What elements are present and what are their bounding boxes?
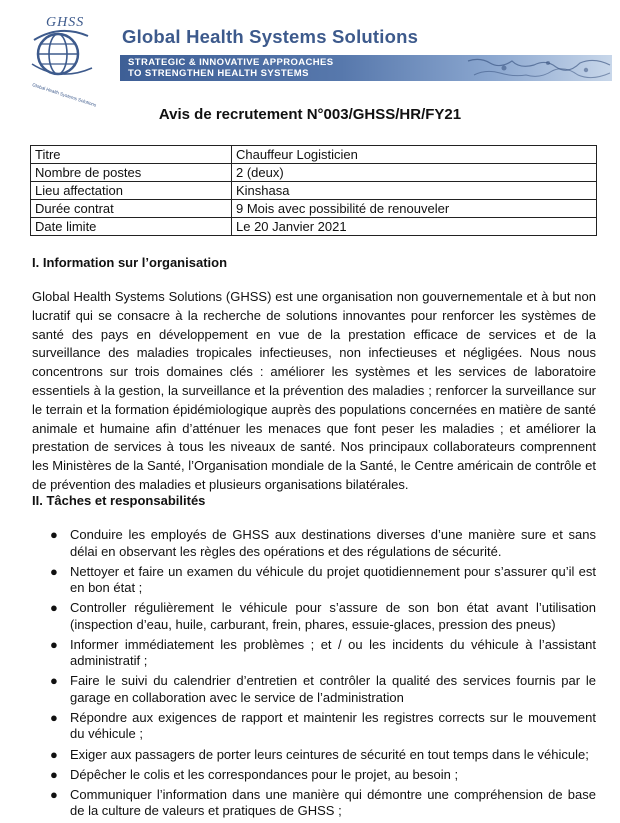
organisation-paragraph: Global Health Systems Solutions (GHSS) est une organisation non gouvernementale et à but non lucratif qui se consacre à la recherche de solutions innovantes pour renforcer les systèmes de santé des pays en développement en vue de la prestation efficace de services et de la surveillance des maladies tropicales infectieuses, non infectieuses et négligées. Nous nous concentrons sur trois domaines clés : améliorer les systèmes et les services de laboratoire essentiels à la gestion, la surveillance et la prévention des maladies ; renforcer la surveillance sur le terrain et la formation épidémiologique auprès des populations concernées en matière de santé animale et humaine afin d’atténuer les menaces que font peser les maladies ; et améliorer la prestation de services à tous les niveaux de santé. Nos principaux collaborateurs comprennent les Ministères de la Santé, l’Organisation mondiale de la Santé, le Centre américain de contrôle et de prévention des maladies et plusieurs organisations bilatérales. xyxy=(32,289,596,492)
info-label: Nombre de postes xyxy=(31,164,232,182)
job-info-table xyxy=(30,145,597,236)
info-label: Titre xyxy=(31,146,232,164)
list-item xyxy=(50,787,596,820)
bullet-icon: ● xyxy=(50,709,58,725)
bullet-icon: ● xyxy=(50,786,58,802)
list-item xyxy=(50,710,596,743)
table-row xyxy=(31,164,597,182)
task-text: Faire le suivi du calendrier d’entretien et contrôler la qualité des services fournis par le garage en collaboration avec le service de l’administration xyxy=(70,673,596,705)
table-row xyxy=(31,182,597,200)
bullet-icon: ● xyxy=(50,563,58,579)
bullet-icon: ● xyxy=(50,746,58,762)
logo-text: GHSS xyxy=(46,15,85,30)
bullet-icon: ● xyxy=(50,527,58,542)
info-value: Le 20 Janvier 2021 xyxy=(232,218,597,236)
task-text: Conduire les employés de GHSS aux destinations diverses d’une manière sure et sans délai en observant les règles des opérations et des régulations de sécurité. xyxy=(70,527,596,559)
task-text: Controller régulièrement le véhicule pour s’assure de son bon état avant l’utilisation (inspection d’eau, huile, carburant, frein, phares, essuie-glaces, pression des pneus) xyxy=(70,600,596,632)
document-title: Avis de recrutement N°003/GHSS/HR/FY21 xyxy=(158,106,462,123)
task-text: Informer immédiatement les problèmes ; et / ou les incidents du véhicule à l’assistant administratif ; xyxy=(70,636,596,669)
info-value: 2 (deux) xyxy=(232,164,597,182)
info-label: Durée contrat xyxy=(31,200,232,218)
list-item xyxy=(50,747,596,764)
bullet-icon: ● xyxy=(50,600,58,616)
letterhead xyxy=(0,0,620,108)
bullet-icon: ● xyxy=(50,673,58,689)
task-text: Dépêcher le colis et les correspondances pour le projet, au besoin ; xyxy=(70,766,459,782)
list-item xyxy=(50,564,596,597)
table-row xyxy=(31,218,597,236)
info-label: Lieu affectation xyxy=(31,182,232,200)
info-label: Date limite xyxy=(31,218,232,236)
info-value: Kinshasa xyxy=(232,182,597,200)
org-name: Global Health Systems Solutions xyxy=(122,26,419,47)
task-text: Exiger aux passagers de porter leurs ceintures de sécurité en tout temps dans le véhicule; xyxy=(70,746,589,762)
bullet-icon: ● xyxy=(50,766,58,782)
tasks-list xyxy=(50,527,596,823)
list-item xyxy=(50,527,596,560)
banner-line-2: TO STRENGTHEN HEALTH SYSTEMS xyxy=(128,68,309,79)
info-value: 9 Mois avec possibilité de renouveler xyxy=(232,200,597,218)
tagline-banner xyxy=(120,55,612,81)
task-text: Nettoyer et faire un examen du véhicule du projet quotidiennement pour s’assurer qu’il est en bon état ; xyxy=(70,563,596,596)
table-row xyxy=(31,200,597,218)
section-heading-organisation: I. Information sur l’organisation xyxy=(32,255,228,270)
list-item xyxy=(50,767,596,784)
list-item xyxy=(50,673,596,706)
table-row xyxy=(31,146,597,164)
task-text: Communiquer l’information dans une manière qui démontre une compréhension de base de la culture de valeurs et pratiques de GHSS ; xyxy=(70,786,596,819)
section-heading-tasks: II. Tâches et responsabilités xyxy=(32,493,206,508)
bullet-icon: ● xyxy=(50,636,58,652)
list-item xyxy=(50,637,596,670)
list-item xyxy=(50,600,596,633)
banner-map-decoration xyxy=(460,55,612,81)
logo-tagline: Global Health Systems Solutions xyxy=(31,82,97,108)
banner-line-1: STRATEGIC & INNOVATIVE APPROACHES xyxy=(128,57,334,68)
task-text: Répondre aux exigences de rapport et maintenir les registres corrects sur le mouvement du véhicule ; xyxy=(70,709,596,742)
info-value: Chauffeur Logisticien xyxy=(232,146,597,164)
ghss-globe-logo xyxy=(30,10,116,108)
